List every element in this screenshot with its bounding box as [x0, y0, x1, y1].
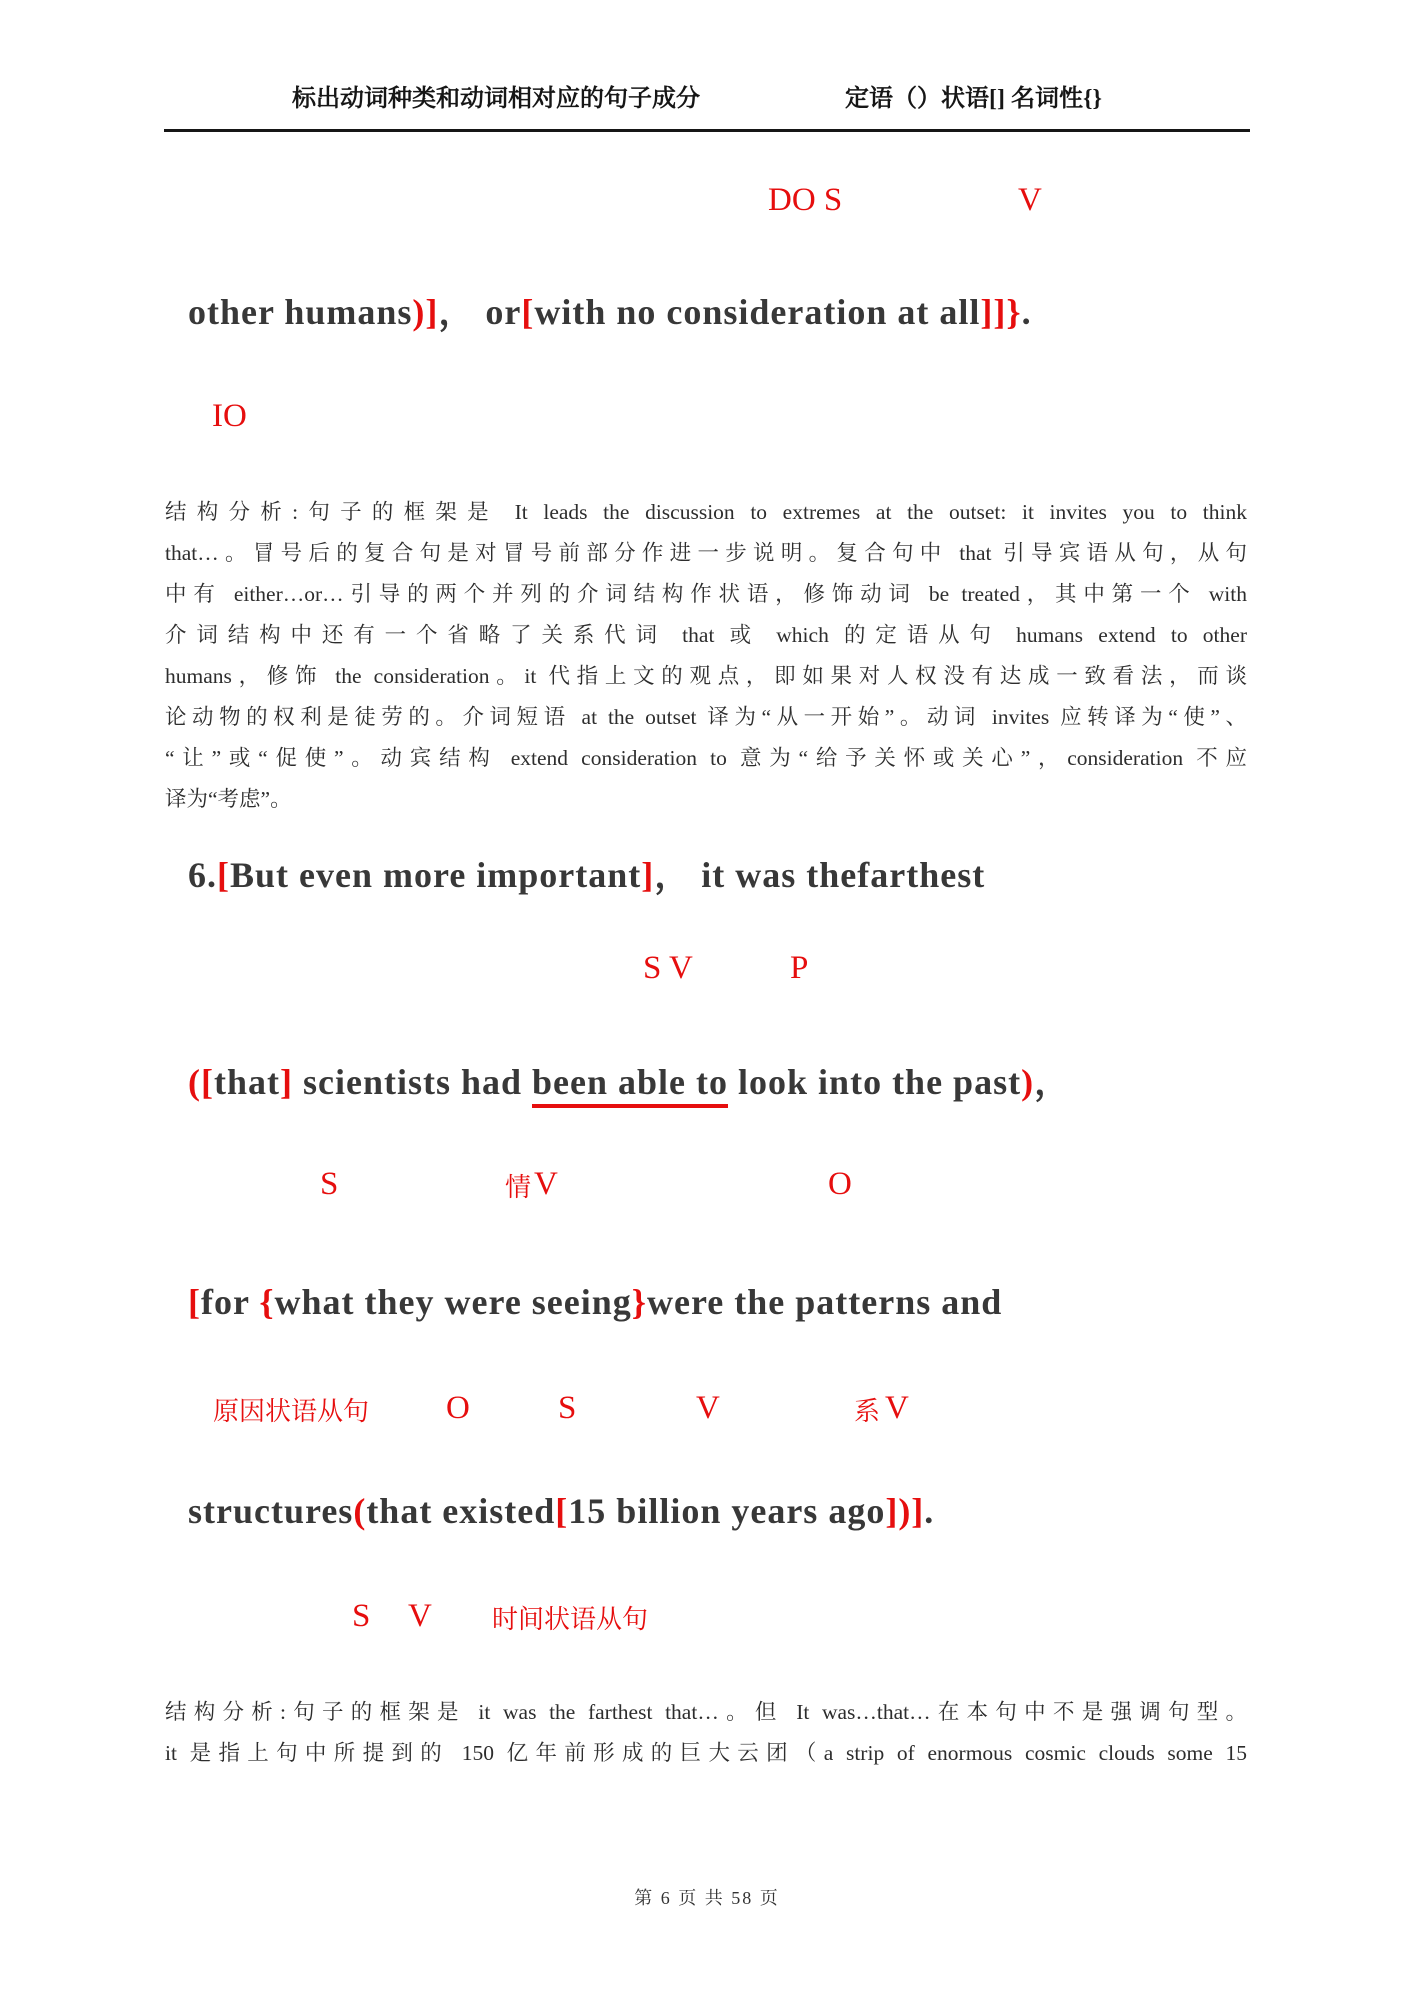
underlined-phrase: been able to: [532, 1062, 728, 1108]
sentence-text: ， or: [438, 292, 522, 332]
sentence-text: structures: [188, 1491, 354, 1531]
sentence-other-humans: [188, 293, 1032, 333]
grammar-label-row-s-qing-v-o: 情: [505, 1173, 532, 1202]
bracket-marker: (: [188, 1062, 201, 1102]
paragraph-line: 论动物的权利是徒劳的。介词短语 at the outset 译为“从一开始”。动词 invites 应转译为“使”、: [165, 705, 1247, 729]
sentence-text: .: [1021, 292, 1032, 332]
analysis-paragraph-1: [165, 492, 1247, 820]
sentence-text: But even more important: [230, 855, 642, 895]
sentence-text: 6.: [188, 855, 217, 895]
bracket-marker: ]: [280, 1062, 293, 1102]
grammar-label-row-time-clause: 时间状语从句: [492, 1605, 649, 1634]
sentence-text: what they were seeing: [274, 1282, 632, 1322]
grammar-label-row-s-v-p: P: [790, 950, 809, 986]
bracket-marker: ): [1021, 1062, 1035, 1102]
grammar-label-row-do-s-v: V: [1018, 182, 1042, 218]
paragraph-line: 中有 either…or…引导的两个并列的介词结构作状语，修饰动词 be treated，其中第一个 with: [165, 582, 1247, 606]
grammar-label-row-s-qing-v-o: O: [828, 1166, 852, 1202]
bracket-marker: }: [631, 1282, 647, 1322]
paragraph-line: humans，修饰 the consideration。it 代指上文的观点，即如果对人权没有达成一致看法，而谈: [165, 664, 1247, 688]
header-rule: [164, 129, 1250, 132]
paragraph-line: 介词结构中还有一个省略了关系代词 that 或 which 的定语从句 humans extend to other: [165, 623, 1247, 647]
paragraph-line: 译为“考虑”。: [165, 787, 292, 811]
paragraph-line: “让”或“促使”。动宾结构 extend consideration to 意为“给予关怀或关心”，consideration 不应: [165, 746, 1247, 770]
grammar-label-row-s-v-p: S V: [643, 950, 693, 986]
sentence-structures: [188, 1492, 934, 1532]
sentence-text: were the patterns and: [646, 1282, 1003, 1322]
sentence-text: that: [214, 1062, 280, 1102]
header-bracket-legend: 定语（）状语[] 名词性{}: [845, 86, 1102, 112]
paragraph-line: it 是指上句中所提到的 150 亿年前形成的巨大云团（a strip of enormous cosmic clouds some 15: [165, 1741, 1247, 1765]
grammar-label-row-s-qing-v-o: S: [320, 1166, 339, 1202]
grammar-label-row-cause-clause: V: [696, 1390, 720, 1426]
sentence-text: with no consideration at all: [534, 292, 981, 332]
bracket-marker: [: [521, 292, 535, 332]
grammar-label-row-time-clause: V: [408, 1598, 432, 1634]
bracket-marker: ]: [641, 855, 655, 895]
bracket-marker: [: [188, 1282, 201, 1322]
grammar-label-row-time-clause: S: [352, 1598, 371, 1634]
grammar-label-row-cause-clause: 系: [854, 1397, 881, 1426]
sentence-text: look into the past: [728, 1062, 1022, 1102]
sentence-for-what: [188, 1283, 1002, 1323]
grammar-label-row-io: IO: [212, 398, 247, 434]
sentence-text: other humans: [188, 292, 413, 332]
sentence-text: ， it was thefarthest: [654, 855, 986, 895]
grammar-label-row-cause-clause: V: [885, 1390, 909, 1426]
sentence-heading-6: [188, 856, 985, 896]
sentence-text: 15 billion years ago: [568, 1491, 886, 1531]
bracket-marker: ]]}: [980, 292, 1022, 332]
page-number: 第 6 页 共 58 页: [634, 1888, 780, 1908]
analysis-paragraph-2: [165, 1692, 1247, 1774]
paragraph-line: 结构分析:句子的框架是 it was the farthest that…。但 It was…that…在本句中不是强调句型。: [165, 1700, 1247, 1724]
bracket-marker: )]: [412, 292, 439, 332]
paragraph-line: that…。冒号后的复合句是对冒号前部分作进一步说明。复合句中 that 引导宾语从句，从句: [165, 541, 1247, 565]
sentence-text: for: [201, 1282, 260, 1322]
sentence-scientists: [188, 1063, 1071, 1103]
bracket-marker: ])]: [885, 1491, 925, 1531]
grammar-label-row-do-s-v: DO S: [768, 182, 843, 218]
bracket-marker: (: [353, 1491, 367, 1531]
sentence-text: scientists had: [293, 1062, 533, 1102]
sentence-text: ，: [1034, 1062, 1072, 1102]
bracket-marker: [: [201, 1062, 214, 1102]
sentence-text: that existed: [366, 1491, 556, 1531]
grammar-label-row-cause-clause: O: [446, 1390, 470, 1426]
header-left-title: 标出动词种类和动词相对应的句子成分: [292, 86, 700, 112]
sentence-text: .: [924, 1491, 935, 1531]
grammar-label-row-s-qing-v-o: V: [534, 1166, 558, 1202]
bracket-marker: [: [555, 1491, 569, 1531]
bracket-marker: [: [217, 855, 230, 895]
paragraph-line: 结构分析:句子的框架是 It leads the discussion to extremes at the outset: it invites you to think: [165, 500, 1247, 524]
grammar-label-row-cause-clause: S: [558, 1390, 577, 1426]
bracket-marker: {: [259, 1282, 275, 1322]
grammar-label-row-cause-clause: 原因状语从句: [213, 1397, 370, 1426]
